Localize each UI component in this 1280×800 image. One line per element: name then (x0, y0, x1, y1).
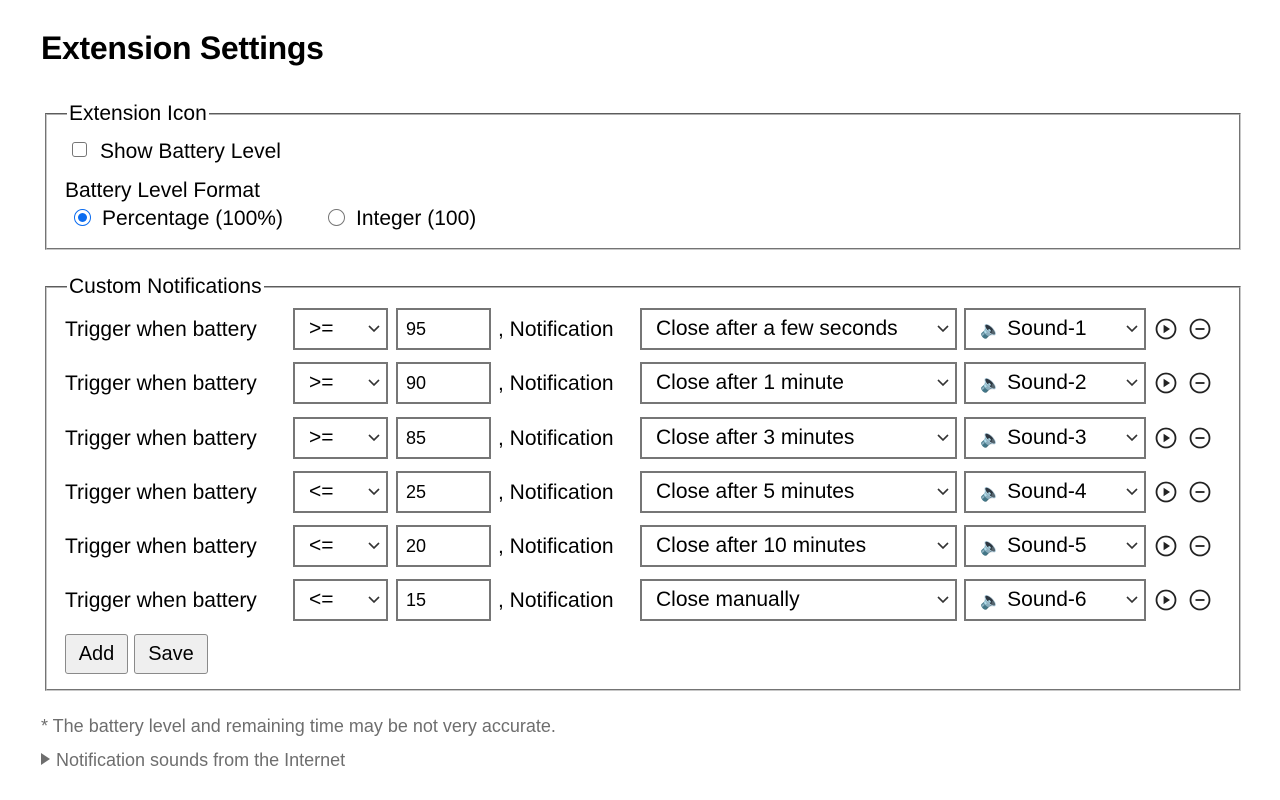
chevron-down-icon (368, 434, 380, 442)
sound-name: Sound-4 (1007, 480, 1087, 503)
threshold-input[interactable] (396, 362, 491, 404)
extension-icon-section (45, 102, 1241, 250)
format-percentage-radio[interactable] (74, 209, 91, 226)
close-behavior-select[interactable] (640, 417, 957, 459)
trigger-label: Trigger when battery (65, 318, 257, 341)
sound-select[interactable] (964, 362, 1146, 404)
play-sound-icon[interactable] (1155, 535, 1177, 557)
close-behavior-value: Close after 5 minutes (656, 480, 855, 503)
threshold-value: 90 (406, 373, 427, 393)
speaker-icon: 🔈 (980, 374, 1002, 393)
remove-row-icon[interactable] (1189, 481, 1211, 503)
operator-value: <= (309, 588, 334, 611)
custom-notifications-section (45, 275, 1241, 691)
operator-select[interactable] (293, 362, 388, 404)
operator-value: >= (309, 426, 334, 449)
chevron-down-icon (1126, 542, 1138, 550)
remove-row-icon[interactable] (1189, 535, 1211, 557)
sound-value (980, 419, 1087, 458)
operator-select[interactable] (293, 579, 388, 621)
trigger-label: Trigger when battery (65, 481, 257, 504)
speaker-icon: 🔈 (980, 591, 1002, 610)
remove-row-icon[interactable] (1189, 372, 1211, 394)
custom-notifications-legend: Custom Notifications (69, 275, 262, 298)
speaker-icon: 🔈 (980, 320, 1002, 339)
operator-value: >= (309, 317, 334, 340)
show-battery-level-label: Show Battery Level (100, 140, 281, 163)
trigger-label: Trigger when battery (65, 427, 257, 450)
sound-name: Sound-1 (1007, 317, 1087, 340)
chevron-down-icon (368, 596, 380, 604)
operator-select[interactable] (293, 471, 388, 513)
trigger-label: Trigger when battery (65, 535, 257, 558)
chevron-down-icon (1126, 325, 1138, 333)
threshold-value: 25 (406, 482, 427, 502)
chevron-down-icon (1126, 488, 1138, 496)
sound-value (980, 310, 1087, 349)
notification-row (47, 362, 1237, 406)
operator-select[interactable] (293, 417, 388, 459)
play-sound-icon[interactable] (1155, 372, 1177, 394)
play-sound-icon[interactable] (1155, 427, 1177, 449)
notification-row (47, 471, 1237, 515)
format-integer-radio[interactable] (328, 209, 345, 226)
close-behavior-value: Close manually (656, 588, 800, 611)
operator-value: <= (309, 534, 334, 557)
notification-label: , Notification (498, 427, 614, 450)
operator-select[interactable] (293, 525, 388, 567)
threshold-value: 20 (406, 536, 427, 556)
notification-row (47, 417, 1237, 461)
notification-label: , Notification (498, 318, 614, 341)
close-behavior-value: Close after 1 minute (656, 371, 844, 394)
chevron-down-icon (368, 488, 380, 496)
notification-label: , Notification (498, 589, 614, 612)
sound-select[interactable] (964, 417, 1146, 459)
remove-row-icon[interactable] (1189, 589, 1211, 611)
close-behavior-value: Close after a few seconds (656, 317, 898, 340)
show-battery-level-checkbox[interactable] (72, 142, 87, 157)
save-button[interactable]: Save (134, 634, 208, 674)
threshold-input[interactable] (396, 525, 491, 567)
trigger-label: Trigger when battery (65, 372, 257, 395)
close-behavior-select[interactable] (640, 471, 957, 513)
remove-row-icon[interactable] (1189, 318, 1211, 340)
close-behavior-value: Close after 3 minutes (656, 426, 855, 449)
chevron-down-icon (1126, 596, 1138, 604)
close-behavior-select[interactable] (640, 362, 957, 404)
chevron-down-icon (1126, 379, 1138, 387)
sound-value (980, 473, 1087, 512)
play-sound-icon[interactable] (1155, 589, 1177, 611)
remove-row-icon[interactable] (1189, 427, 1211, 449)
sound-select[interactable] (964, 471, 1146, 513)
chevron-down-icon (368, 379, 380, 387)
threshold-value: 85 (406, 428, 427, 448)
notification-sounds-summary: Notification sounds from the Internet (56, 750, 346, 770)
sound-select[interactable] (964, 579, 1146, 621)
format-percentage-label: Percentage (100%) (102, 207, 283, 230)
add-button[interactable]: Add (65, 634, 128, 674)
notification-row (47, 579, 1237, 623)
extension-icon-legend: Extension Icon (69, 102, 207, 125)
sound-select[interactable] (964, 308, 1146, 350)
chevron-down-icon (937, 488, 949, 496)
threshold-value: 95 (406, 319, 427, 339)
sound-name: Sound-2 (1007, 371, 1087, 394)
sound-name: Sound-5 (1007, 534, 1087, 557)
notification-label: , Notification (498, 481, 614, 504)
trigger-label: Trigger when battery (65, 589, 257, 612)
accuracy-note: * The battery level and remaining time may be not very accurate. (41, 716, 556, 736)
notification-row (47, 308, 1237, 352)
chevron-down-icon (937, 542, 949, 550)
threshold-input[interactable] (396, 417, 491, 459)
page-title: Extension Settings (41, 30, 324, 66)
close-behavior-select[interactable] (640, 579, 957, 621)
sound-value (980, 581, 1087, 620)
operator-value: <= (309, 480, 334, 503)
sound-value (980, 364, 1087, 403)
threshold-input[interactable] (396, 471, 491, 513)
chevron-down-icon (1126, 434, 1138, 442)
chevron-down-icon (937, 434, 949, 442)
sound-select[interactable] (964, 525, 1146, 567)
chevron-down-icon (937, 379, 949, 387)
notification-sounds-details[interactable] (41, 749, 345, 771)
format-integer-label: Integer (100) (356, 207, 477, 230)
disclosure-triangle-icon (41, 753, 50, 765)
chevron-down-icon (368, 542, 380, 550)
threshold-value: 15 (406, 590, 427, 610)
operator-select[interactable] (293, 308, 388, 350)
chevron-down-icon (937, 325, 949, 333)
operator-value: >= (309, 371, 334, 394)
sound-name: Sound-6 (1007, 588, 1087, 611)
speaker-icon: 🔈 (980, 537, 1002, 556)
play-sound-icon[interactable] (1155, 318, 1177, 340)
close-behavior-select[interactable] (640, 525, 957, 567)
battery-level-format-label: Battery Level Format (65, 179, 260, 202)
close-behavior-select[interactable] (640, 308, 957, 350)
close-behavior-value: Close after 10 minutes (656, 534, 867, 557)
chevron-down-icon (368, 325, 380, 333)
chevron-down-icon (937, 596, 949, 604)
sound-value (980, 527, 1087, 566)
threshold-input[interactable] (396, 579, 491, 621)
notification-label: , Notification (498, 535, 614, 558)
sound-name: Sound-3 (1007, 426, 1087, 449)
threshold-input[interactable] (396, 308, 491, 350)
notification-row (47, 525, 1237, 569)
play-sound-icon[interactable] (1155, 481, 1177, 503)
notification-label: , Notification (498, 372, 614, 395)
speaker-icon: 🔈 (980, 429, 1002, 448)
speaker-icon: 🔈 (980, 483, 1002, 502)
